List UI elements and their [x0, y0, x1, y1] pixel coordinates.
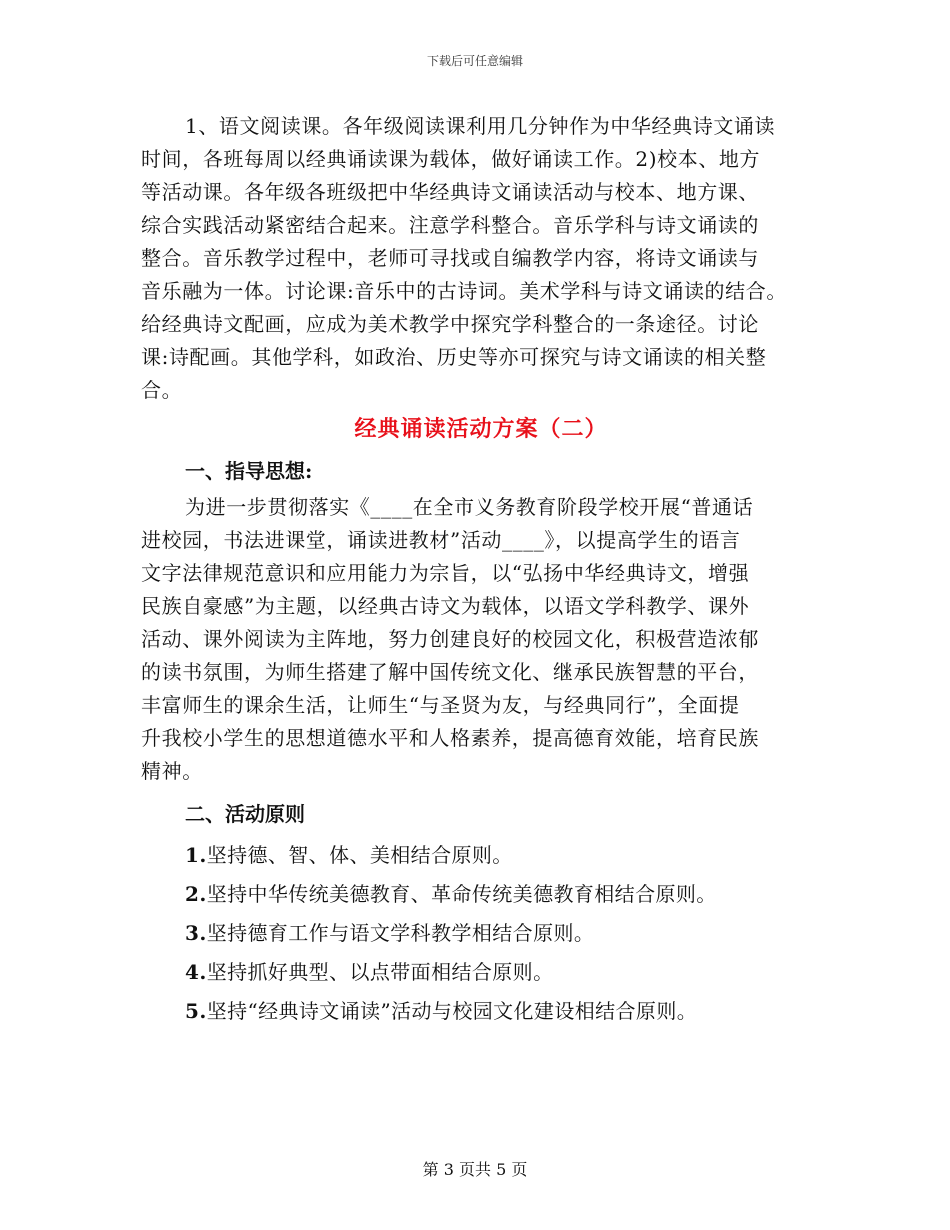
document-body — [141, 110, 821, 1031]
text-line: 民族自豪感”为主题，以经典古诗文为载体，以语文学科教学、课外 — [141, 594, 750, 618]
text-line: 进校园，书法进课堂，诵读进教材”活动____》，以提高学生的语言 — [141, 528, 741, 552]
page-footer: 第 3 页共 5 页 — [422, 1160, 528, 1179]
list-item — [141, 914, 821, 953]
paragraph-guiding-ideology — [141, 491, 821, 788]
list-item — [141, 875, 821, 914]
section-title: 经典诵读活动方案（二） — [354, 416, 608, 442]
list-text: 坚持中华传统美德教育、革命传统美德教育相结合原则。 — [206, 882, 717, 906]
text-line: 综合实践活动紧密结合起来。注意学科整合。音乐学科与诗文诵读的 — [141, 213, 759, 237]
text-line: 1、语文阅读课。各年级阅读课利用几分钟作为中华经典诗文诵读 — [185, 114, 776, 138]
text-line: 音乐融为一体。讨论课:音乐中的古诗词。美术学科与诗文诵读的结合。 — [141, 279, 787, 303]
text-line: 给经典诗文配画，应成为美术教学中探究学科整合的一条途径。讨论 — [141, 312, 759, 336]
list-number: 1. — [185, 843, 207, 867]
list-text: 坚持抓好典型、以点带面相结合原则。 — [206, 960, 554, 984]
list-text: 坚持德育工作与语文学科教学相结合原则。 — [206, 921, 595, 945]
text-line: 升我校小学生的思想道德水平和人格素养，提高德育效能，培育民族 — [141, 726, 759, 750]
text-line: 为进一步贯彻落实《____在全市义务教育阶段学校开展“普通话 — [185, 495, 754, 519]
list-text: 坚持“经典诗文诵读”活动与校园文化建设相结合原则。 — [206, 999, 698, 1023]
text-line: 整合。音乐教学过程中，老师可寻找或自编教学内容，将诗文诵读与 — [141, 246, 759, 270]
heading-guiding-ideology: 一、指导思想: — [185, 459, 313, 483]
text-line: 文字法律规范意识和应用能力为宗旨，以“弘扬中华经典诗文，增强 — [141, 561, 750, 585]
text-line: 课:诗配画。其他学科，如政治、历史等亦可探究与诗文诵读的相关整 — [141, 345, 767, 369]
text-line: 的读书氛围，为师生搭建了解中国传统文化、继承民族智慧的平台， — [141, 660, 759, 684]
principles-list — [141, 836, 821, 1031]
page-header: 下载后可任意编辑 — [426, 54, 523, 68]
list-item — [141, 953, 821, 992]
list-number: 3. — [185, 921, 207, 945]
paragraph-reading-course — [141, 110, 821, 407]
list-number: 4. — [185, 960, 207, 984]
list-number: 5. — [185, 999, 207, 1023]
text-line: 时间，各班每周以经典诵读课为载体，做好诵读工作。2)校本、地方 — [141, 147, 761, 171]
list-number: 2. — [185, 882, 207, 906]
text-line: 合。 — [141, 378, 183, 402]
heading-activity-principles: 二、活动原则 — [185, 802, 305, 826]
text-line: 丰富师生的课余生活，让师生“与圣贤为友，与经典同行”，全面提 — [141, 693, 740, 717]
list-text: 坚持德、智、体、美相结合原则。 — [206, 843, 513, 867]
list-item — [141, 836, 821, 875]
list-item — [141, 992, 821, 1031]
text-line: 活动、课外阅读为主阵地，努力创建良好的校园文化，积极营造浓郁 — [141, 627, 759, 651]
text-line: 精神。 — [141, 759, 203, 783]
text-line: 等活动课。各年级各班级把中华经典诗文诵读活动与校本、地方课、 — [141, 180, 759, 204]
